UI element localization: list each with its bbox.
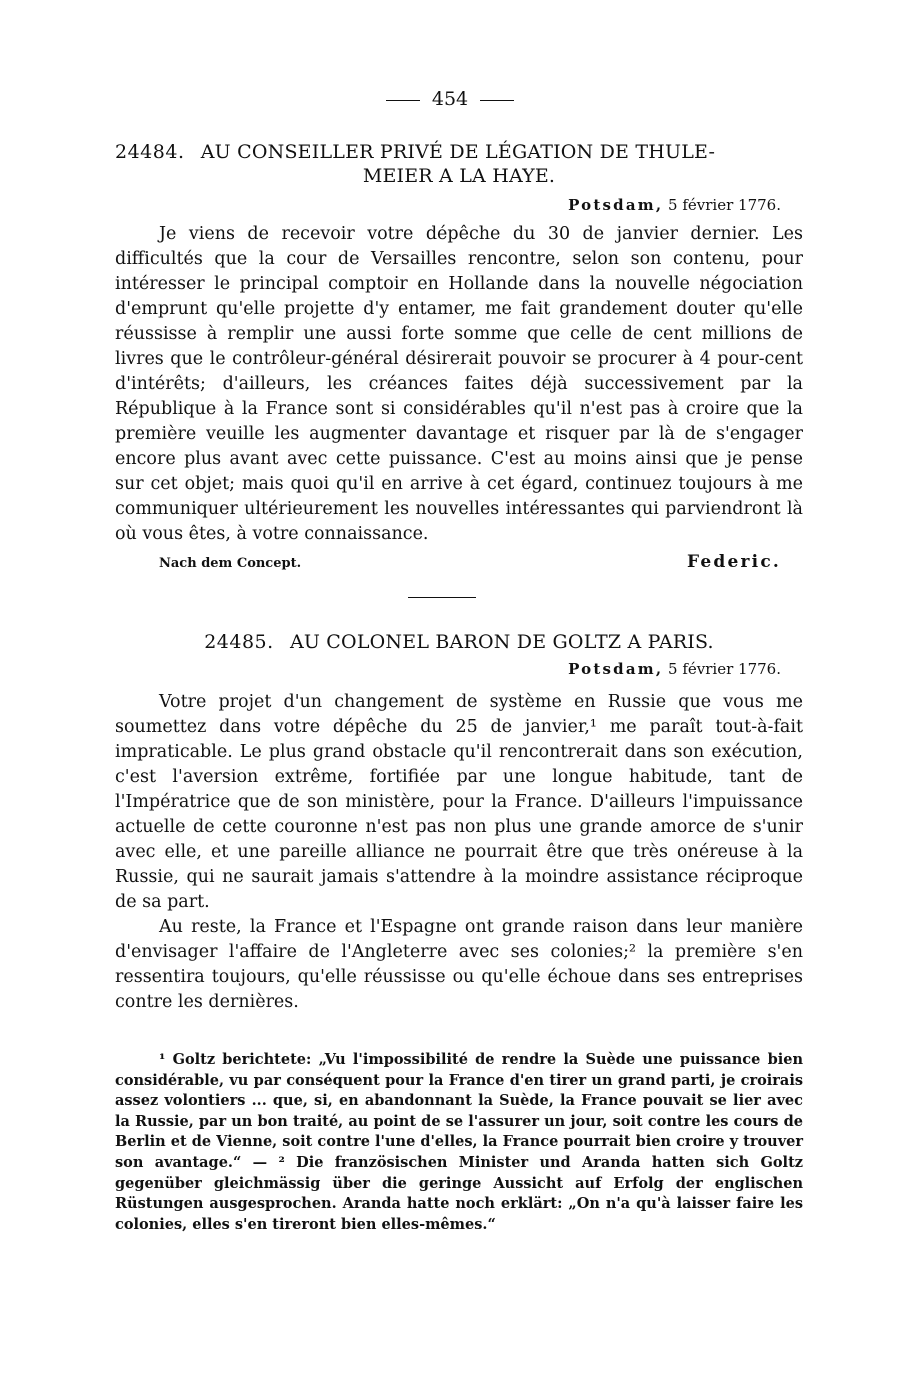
dateline: [115, 658, 781, 680]
signature: Federic.: [687, 552, 781, 572]
page-header: [0, 86, 900, 112]
letter-paragraph: Je viens de recevoir votre dépêche du 30 de janvier dernier. Les difficultés que la cour de Versailles rencontre, selon son contenu, pour intéresser le principal comptoir en Hollande dans la nouvelle négociation d'emprunt qu'elle projette d'y entamer, me fait grandement douter qu'elle réussisse à remplir une aussi forte somme que celle de cent millions de livres que le contrôleur-général désirerait pouvoir se procurer à 4 pour-cent d'intérêts; d'ailleurs, les créances faites déjà successivement par la République à la France sont si considérables qu'il n'est pas à croire que la première veuille les augmenter davantage et risquer par là de s'engager encore plus avant avec cette puissance. C'est au moins ainsi que je pense sur cet objet; mais quoi qu'il en arrive à cet égard, continuez toujours à me communiquer ultérieurement les nouvelles intéressantes qui parviendront là où vous êtes, à votre connaissance.: [115, 224, 803, 544]
letter-body: [115, 222, 803, 547]
dateline-place: Potsdam,: [568, 196, 664, 214]
header-dash-right: [480, 100, 514, 101]
footnotes: [115, 1050, 803, 1235]
letter-title-line2: MEIER A LA HAYE.: [362, 165, 556, 187]
page-number: 454: [431, 88, 469, 110]
letter-heading: [115, 140, 803, 164]
letter-24484: [115, 140, 803, 575]
dateline-date: 5 février 1776.: [668, 196, 781, 214]
signature-line: [115, 551, 803, 575]
footnote-text: ¹ Goltz berichtete: „Vu l'impossibilité de rendre la Suède une puissance bien considérable, vu par conséquent pour la France d'en tirer un grand parti, je croirais assez volontiers ... que, si, en abandonnant la Suède, la France pouvait se lier avec la Russie, par un bon traité, au point de se l'assurer un jour, soit contre les cours de Berlin et de Vienne, soit contre l'une d'elles, la France pourrait bien croire y trouver son avantage.“ — ² Die französischen Minister und Aranda hatten sich Goltz gegenüber gleichmässig über die geringe Aussicht auf Erfolg der englischen Rüstungen ausgesprochen. Aranda hatte noch erklärt: „On n'a qu'à laisser faire les colonies, elles s'en tireront bien elles-mêmes.“: [115, 1051, 803, 1233]
dateline: [115, 194, 781, 216]
letter-heading: [115, 630, 803, 654]
section-divider: [408, 597, 476, 598]
dateline-date: 5 février 1776.: [668, 660, 781, 678]
letter-number: 24485.: [204, 631, 274, 653]
letter-paragraph: Votre projet d'un changement de système en Russie que vous me soumettez dans votre dépêche du 25 de janvier,¹ me paraît tout-à-fait impraticable. Le plus grand obstacle qu'il rencontrerait dans son exécution, c'est l'aversion extrême, fortifiée par une longue habitude, tant de l'Impératrice que de son ministère, pour la France. D'ailleurs l'impuissance actuelle de cette couronne n'est pas non plus une grande amorce de s'unir avec elle, et une pareille alliance ne pourrait être que très onéreuse à la Russie, qui ne saurait jamais s'attendre à la moindre assistance réciproque de sa part.: [115, 692, 803, 912]
header-dash-left: [386, 100, 420, 101]
letter-24485: [115, 630, 803, 1015]
letter-title: AU COLONEL BARON DE GOLTZ A PARIS.: [289, 631, 714, 653]
source-note: Nach dem Concept.: [159, 556, 302, 571]
letter-number: 24484.: [115, 141, 185, 163]
letter-title-line1: AU CONSEILLER PRIVÉ DE LÉGATION DE THULE-: [200, 141, 716, 163]
dateline-place: Potsdam,: [568, 660, 664, 678]
letter-body: [115, 690, 803, 1015]
letter-paragraph: Au reste, la France et l'Espagne ont grande raison dans leur manière d'envisager l'affaire de l'Angleterre avec ses colonies;² la première s'en ressentira toujours, qu'elle réussisse ou qu'elle échoue dans ses entreprises contre les dernières.: [115, 917, 803, 1012]
